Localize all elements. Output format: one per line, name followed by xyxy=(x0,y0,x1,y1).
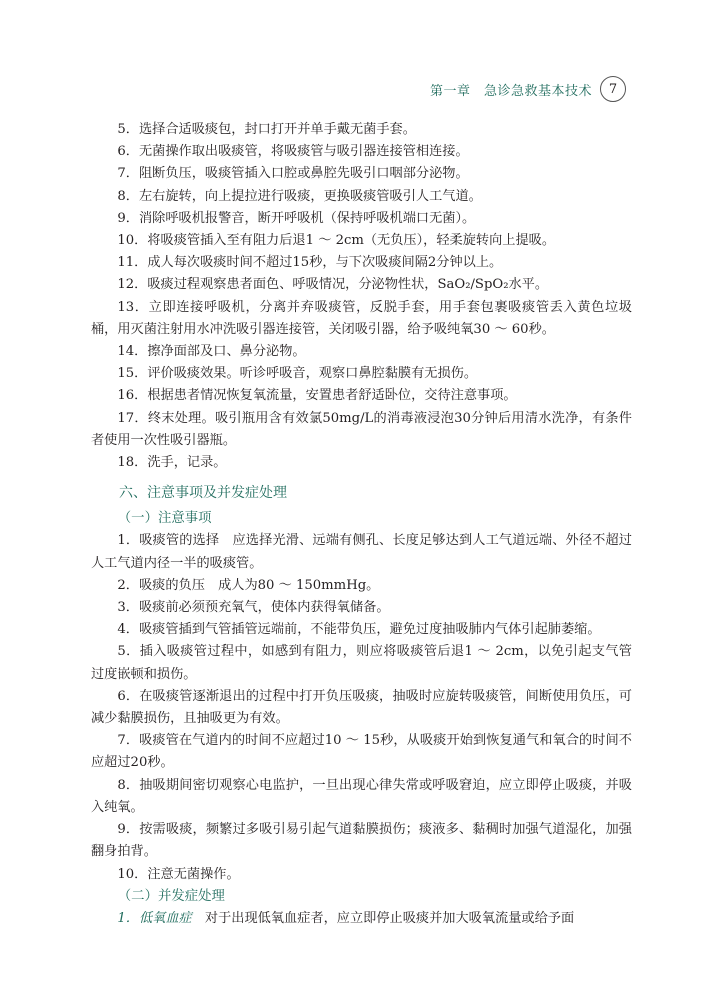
note-item: 6．在吸痰管逐渐退出的过程中打开负压吸痰，抽吸时应旋转吸痰管，间断使用负压，可减少黏膜损伤，且抽吸更为有效。 xyxy=(91,688,632,727)
note-item: 8．抽吸期间密切观察心电监护，一旦出现心律失常或呼吸窘迫，应立即停止吸痰，并吸入纯氧。 xyxy=(91,777,632,815)
chapter-title: 第一章 急诊急救基本技术 xyxy=(429,83,592,99)
step-item: 11．成人每次吸痰时间不超过15秒，与下次吸痰间隔2分钟以上。 xyxy=(117,255,503,271)
step-item: 5．选择合适吸痰包，封口打开并单手戴无菌手套。 xyxy=(117,122,416,137)
page-body xyxy=(91,119,632,930)
note-item: 3．吸痰前必须预充氧气，使体内获得氧储备。 xyxy=(117,600,390,616)
subsection-heading-complications: （二）并发症处理 xyxy=(117,888,225,904)
note-item: 4．吸痰管插到气管插管远端前，不能带负压，避免过度抽吸肺内气体引起肺萎缩。 xyxy=(117,622,601,638)
step-item: 18．洗手，记录。 xyxy=(117,455,227,471)
step-item: 8．左右旋转，向上提拉进行吸痰，更换吸痰管吸引人工气道。 xyxy=(117,188,482,204)
running-header xyxy=(430,76,626,102)
section-heading: 六、注意事项及并发症处理 xyxy=(119,485,287,502)
step-item: 6．无菌操作取出吸痰管，将吸痰管与吸引器连接管相连接。 xyxy=(117,144,469,160)
note-item: 9．按需吸痰，频繁过多吸引易引起气道黏膜损伤；痰液多、黏稠时加强气道湿化，加强翻身拍背。 xyxy=(91,822,632,860)
note-item: 5．插入吸痰管过程中，如感到有阻力，则应将吸痰管后退1 ～ 2cm，以免引起支气管过度嵌顿和损伤。 xyxy=(91,644,632,682)
step-item: 13．立即连接呼吸机，分离并弃吸痰管，反脱手套，用手套包裹吸痰管丢入黄色垃圾桶，用灭菌注射用水冲洗吸引器连接管，关闭吸引器，给予吸纯氧30 ～ 60秒。 xyxy=(91,299,632,337)
page-number: 7 xyxy=(600,76,626,102)
complication-item-heading: 1．低氧血症 xyxy=(117,910,192,926)
step-item: 16．根据患者情况恢复氧流量，安置患者舒适卧位，交待注意事项。 xyxy=(117,388,517,404)
step-item: 17．终末处理。吸引瓶用含有效氯50mg/L的消毒液浸泡30分钟后用清水洗净，有条件者使用一次性吸引器瓶。 xyxy=(91,410,632,448)
note-item: 7．吸痰管在气道内的时间不应超过10 ～ 15秒，从吸痰开始到恢复通气和氧合的时间不应超过20秒。 xyxy=(91,733,632,771)
complication-item-text: 对于出现低氧血症者，应立即停止吸痰并加大吸氧流量或给予面 xyxy=(191,910,575,926)
step-item: 9．消除呼吸机报警音，断开呼吸机（保持呼吸机端口无菌）。 xyxy=(117,210,476,226)
step-item: 10．将吸痰管插入至有阻力后退1 ～ 2cm（无负压），轻柔旋转向上提吸。 xyxy=(117,233,556,249)
note-item: 1．吸痰管的选择 应选择光滑、远端有侧孔、长度足够达到人工气道远端、外径不超过人工气道内径一半的吸痰管。 xyxy=(91,533,632,571)
complication-item xyxy=(91,908,632,930)
step-item: 12．吸痰过程观察患者面色、呼吸情况，分泌物性状，SaO₂/SpO₂水平。 xyxy=(117,277,549,293)
subsection-heading-notes: （一）注意事项 xyxy=(117,511,212,527)
note-item: 2．吸痰的负压 成人为80 ～ 150mmHg。 xyxy=(117,577,380,593)
step-item: 7．阻断负压，吸痰管插入口腔或鼻腔先吸引口咽部分泌物。 xyxy=(117,166,469,182)
step-item: 15．评价吸痰效果。听诊呼吸音，观察口鼻腔黏膜有无损伤。 xyxy=(117,366,478,382)
note-item: 10．注意无菌操作。 xyxy=(117,866,240,882)
step-item: 14．擦净面部及口、鼻分泌物。 xyxy=(117,344,306,360)
